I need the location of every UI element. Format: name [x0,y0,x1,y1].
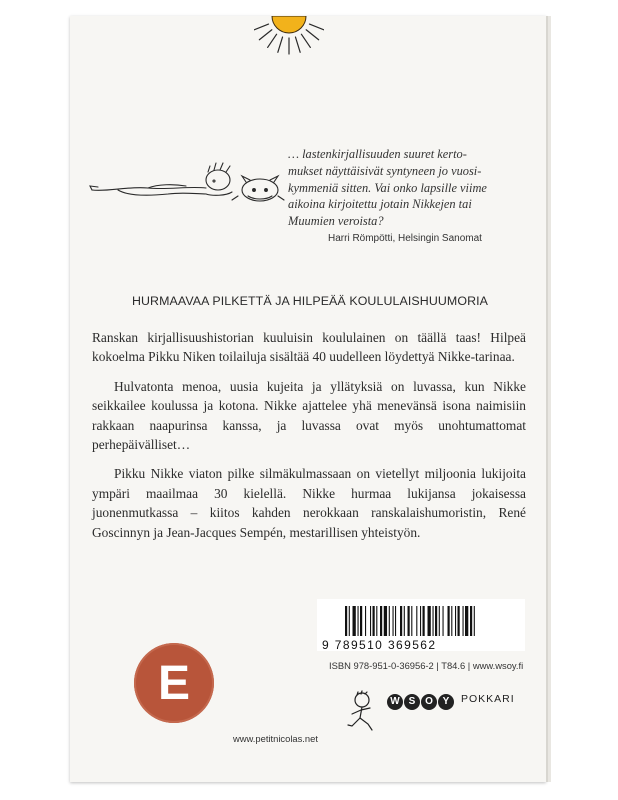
category-letter: E [157,657,190,710]
blurb-paragraph-3: Pikku Nikke viaton pilke silmäkulmassaan on vietellyt miljoonia lukijoita ympäri maailmaa 30 kielellä. Nikke hurmaa lukijansa jokaisessa juonenmutkassa – kiitos kahden nerokkaan ranskalaishumoristin, René Goscinnyn ja Jean-Jacques Sempén, mestarillisen yhteistyön. [92,466,526,540]
barcode-bar [458,606,460,636]
sun-ray [295,37,300,52]
sun-ray [306,30,318,40]
publisher-letter: Y [438,694,454,710]
barcode-bar [345,606,347,636]
barcode-bar [380,606,382,636]
barcode-bar [384,606,387,636]
barcode-bar [439,606,440,636]
barcode-bar [349,606,350,636]
quote-line: … lastenkirjallisuuden suuret kerto- [288,147,467,161]
sun-ray [254,24,269,30]
running-boy-logo-icon [340,690,384,734]
sun-ray [309,24,324,30]
barcode-bar [400,606,402,636]
blurb-paragraph-2: Hulvatonta menoa, uusia kujeita ja yllätyksiä on luvassa, kun Nikke seikkailee koulussa ja kotona. Nikke ajattelee yhä menevänsä isona naimisiin rakkaan naapurinsa kanssa, ja luvassa ovat myös unohtumattomat perhepäivälliset… [92,378,526,453]
barcode-bar [373,606,375,636]
boy-and-dog-illustration [88,150,288,220]
barcode-bar [465,606,468,636]
barcode-bar [474,606,475,636]
barcode-bar [420,606,421,636]
sun-icon [254,16,324,60]
website-link: www.petitnicolas.net [233,733,318,744]
barcode-bar [470,606,472,636]
publisher-series-name: POKKARI [461,693,515,705]
barcode-bar [435,606,437,636]
barcode-bar [411,606,412,636]
blurb-heading: HURMAAVAA PILKETTÄ JA HILPEÄÄ KOULULAISHUUMORIA [131,294,489,308]
sun-ray [278,37,283,52]
barcode-bar [433,606,434,636]
quote-line: Muumien veroista? [288,214,384,229]
barcode-bar [408,606,410,636]
quote-line: kymmeniä sitten. Vai onko lapsille viime [288,180,487,195]
sun-ray [268,34,277,47]
quote-line: mukset näyttäisivät syntyneen jo vuosi- [288,163,482,178]
barcode-bar [463,606,464,636]
blurb-paragraph-1: Ranskan kirjallisuushistorian kuuluisin koululainen on täällä taas! Hilpeä kokoelma Pikku Niken toilailuja sisältää 40 uudelleen löydettyä Nikke-tarinaa. [92,330,526,365]
publisher-letter: W [387,694,403,710]
barcode-bar [376,606,377,636]
barcode-bar [448,606,450,636]
barcode-bar [443,606,444,636]
barcode-bar [360,606,362,636]
barcode-bar [455,606,456,636]
barcode-number: 9 789510 369562 [322,638,437,652]
publisher-logo [387,691,527,711]
publisher-letter: S [404,694,420,710]
barcode-bar [416,606,417,636]
barcode-bar [353,606,356,636]
isbn-line: ISBN 978-951-0-36956-2 | T84.6 | www.wsoy.fi [329,660,524,671]
barcode-bar [389,606,390,636]
category-badge [134,643,214,723]
barcode-bar [393,606,394,636]
barcode-bar [395,606,396,636]
barcode-bar [365,606,366,636]
quote-line: aikoina kirjoitettu jotain Nikkejen tai [288,197,472,212]
review-quote [288,146,528,230]
sun-ray [259,30,271,40]
barcode-bar [358,606,359,636]
barcode-bar [404,606,405,636]
barcode-bar [370,606,371,636]
barcode-icon [345,606,519,641]
publisher-letter: O [421,694,437,710]
barcode-bar [423,606,425,636]
blurb-body [92,328,526,552]
quote-attribution: Harri Römpötti, Helsingin Sanomat [328,233,482,244]
barcode-bar [428,606,431,636]
sun-ray [301,34,310,47]
barcode-bar [451,606,452,636]
